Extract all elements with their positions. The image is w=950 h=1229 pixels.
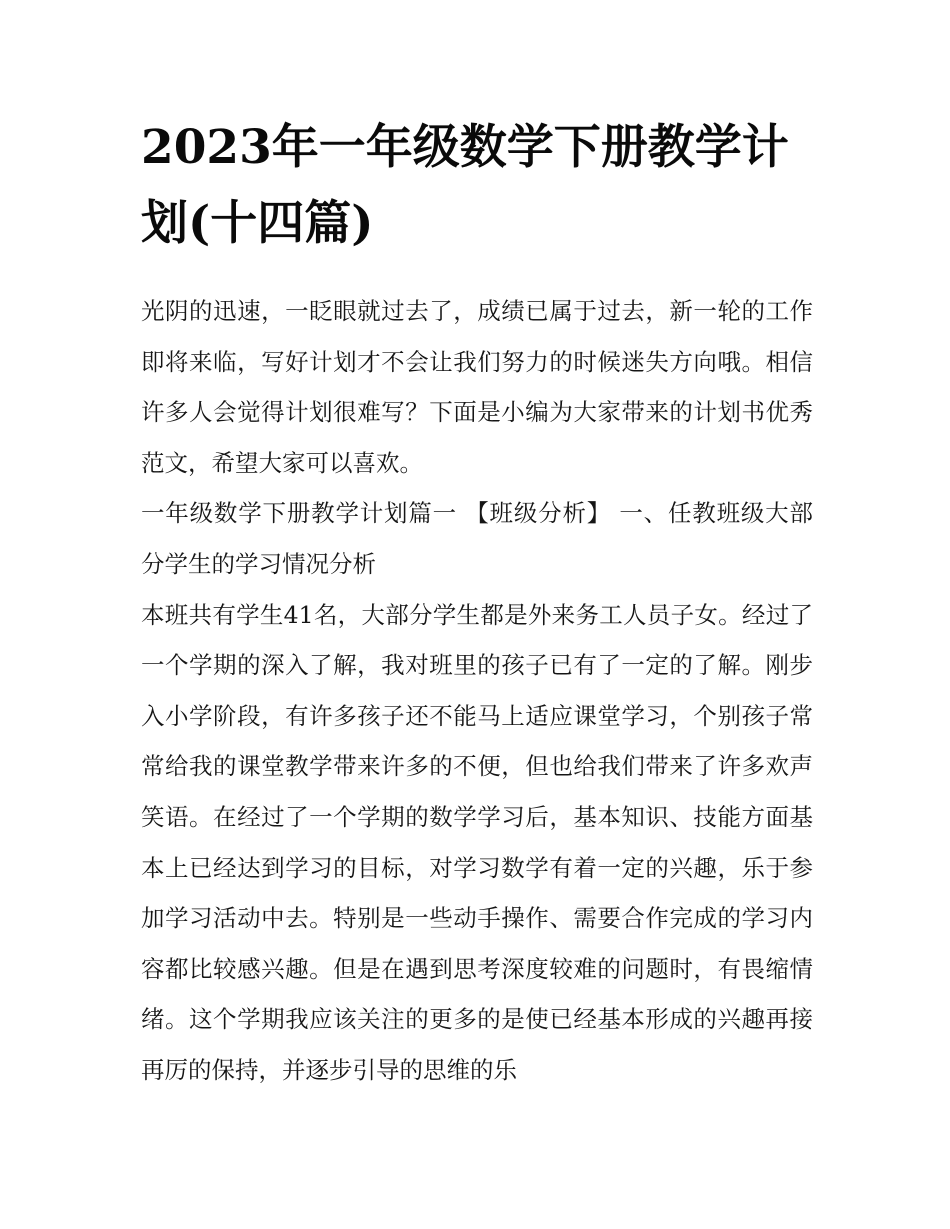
class-analysis-paragraph: 本班共有学生41名，大部分学生都是外来务工人员子女。经过了一个学期的深入了解，我对班里的孩子已有了一定的了解。刚步入小学阶段，有许多孩子还不能马上适应课堂学习，个别孩子常常给我的课堂教学带来许多的不便，但也给我们带来了许多欢声笑语。在经过了一个学期的数学学习后，基本知识、技能方面基本上已经达到学习的目标，对学习数学有着一定的兴趣，乐于参加学习活动中去。特别是一些动手操作、需要合作完成的学习内容都比较感兴趣。但是在遇到思考深度较难的问题时，有畏缩情绪。这个学期我应该关注的更多的是使已经基本形成的兴趣再接再厉的保持，并逐步引导的思维的乐 xyxy=(141,600,813,1084)
intro-paragraph: 光阴的迅速，一眨眼就过去了，成绩已属于过去，新一轮的工作即将来临，写好计划才不会让我们努力的时候迷失方向哦。相信许多人会觉得计划很难写？下面是小编为大家带来的计划书优秀范文，希望大家可以喜欢。 xyxy=(141,297,813,477)
document-body xyxy=(141,286,813,1096)
document-title: 2023年一年级数学下册教学计划(十四篇) xyxy=(141,120,789,251)
section-heading-paragraph: 一年级数学下册教学计划篇一 【班级分析】 一、任教班级大部分学生的学习情况分析 xyxy=(141,499,813,578)
document-page xyxy=(141,110,813,1096)
